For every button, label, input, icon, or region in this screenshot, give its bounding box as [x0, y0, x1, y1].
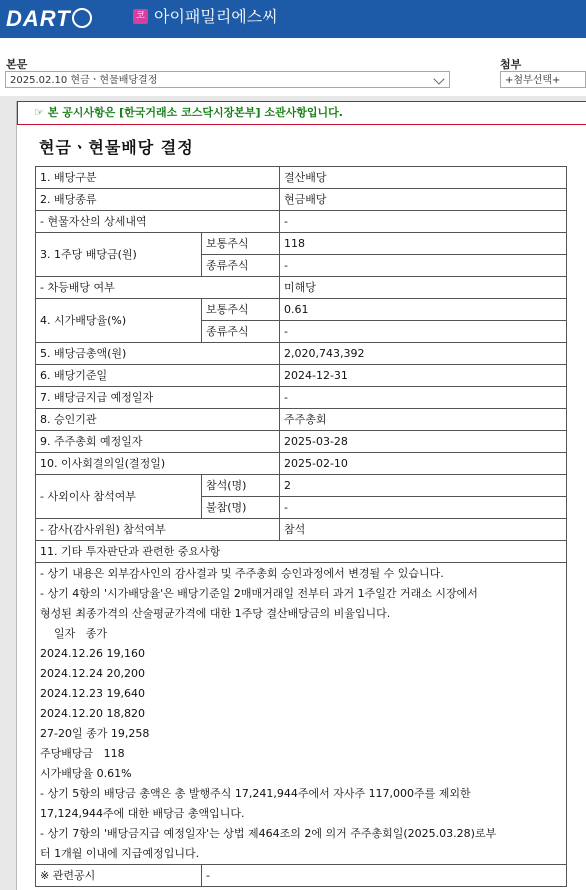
- row-value: 2025-03-28: [280, 431, 567, 453]
- table-row: [36, 541, 567, 563]
- row-label: 4. 시가배당율(%): [36, 299, 202, 343]
- table-row: [36, 299, 567, 321]
- table-row: [36, 865, 567, 887]
- page-title: 현금ㆍ현물배당 결정: [39, 138, 194, 157]
- logo-text: DART: [6, 6, 71, 31]
- table-row: [36, 453, 567, 475]
- note-line: 2024.12.24 20,200: [40, 667, 145, 680]
- attachment-select-value: +첨부선택+: [505, 75, 561, 86]
- dart-logo[interactable]: [6, 6, 92, 32]
- row-value: 2024-12-31: [280, 365, 567, 387]
- row-value: 미해당: [280, 277, 567, 299]
- note-line: 일자 종가: [40, 627, 107, 640]
- notes-cell: [36, 563, 567, 865]
- row-sublabel: 불참(명): [202, 497, 280, 519]
- row-value: -: [280, 211, 567, 233]
- row-label: 1. 배당구분: [36, 167, 280, 189]
- row-label: ※ 관련공시: [36, 865, 202, 887]
- row-value: 2025-02-10: [280, 453, 567, 475]
- row-label: 3. 1주당 배당금(원): [36, 233, 202, 277]
- note-line: 17,124,944주에 대한 배당금 총액입니다.: [40, 807, 245, 820]
- table-row: [36, 519, 567, 541]
- note-line: - 상기 5항의 배당금 총액은 총 발행주식 17,241,944주에서 자사주 117,000주를 제외한: [40, 787, 471, 800]
- row-sublabel: 보통주식: [202, 233, 280, 255]
- note-line: 시가배당율 0.61%: [40, 767, 132, 780]
- table-row: [36, 343, 567, 365]
- row-label: 7. 배당금지급 예정일자: [36, 387, 280, 409]
- table-row: [36, 189, 567, 211]
- logo-circle-icon: [72, 8, 92, 28]
- attachment-select[interactable]: [500, 71, 586, 88]
- row-value: 결산배당: [280, 167, 567, 189]
- table-row: [36, 277, 567, 299]
- row-value: 2,020,743,392: [280, 343, 567, 365]
- note-line: - 상기 내용은 외부감사인의 감사결과 및 주주총회 승인과정에서 변경될 수 있습니다.: [40, 567, 444, 580]
- table-row: [36, 211, 567, 233]
- row-label: - 차등배당 여부: [36, 277, 280, 299]
- row-value: -: [202, 865, 567, 887]
- table-row: [36, 233, 567, 255]
- table-row: [36, 431, 567, 453]
- row-value: -: [280, 497, 567, 519]
- dividend-table: [35, 166, 567, 887]
- row-label: 11. 기타 투자판단과 관련한 중요사항: [36, 541, 567, 563]
- row-value: 주주총회: [280, 409, 567, 431]
- note-line: 형성된 최종가격의 산술평균가격에 대한 1주당 결산배당금의 비율입니다.: [40, 607, 391, 620]
- note-line: - 상기 7항의 '배당금지급 예정일자'는 상법 제464조의 2에 의거 주주총회일(2025.03.28)로부: [40, 827, 497, 840]
- note-line: 2024.12.23 19,640: [40, 687, 145, 700]
- row-value: 참석: [280, 519, 567, 541]
- main-doc-select-value: 2025.02.10 현금ㆍ현물배당결정: [10, 75, 158, 86]
- attachment-label: 첨부: [500, 58, 522, 71]
- row-value: 118: [280, 233, 567, 255]
- document-toolbar: [0, 38, 586, 96]
- row-label: 8. 승인기관: [36, 409, 280, 431]
- row-value: -: [280, 387, 567, 409]
- row-label: - 사외이사 참석여부: [36, 475, 202, 519]
- row-label: 2. 배당종류: [36, 189, 280, 211]
- row-label: 10. 이사회결의일(결정일): [36, 453, 280, 475]
- row-value: -: [280, 255, 567, 277]
- note-line: - 상기 4항의 '시가배당율'은 배당기준일 2매매거래일 전부터 과거 1주일간 거래소 시장에서: [40, 587, 478, 600]
- row-sublabel: 종류주식: [202, 255, 280, 277]
- row-label: 6. 배당기준일: [36, 365, 280, 387]
- jurisdiction-notice: ☞ 본 공시사항은 [한국거래소 코스닥시장본부] 소관사항입니다.: [17, 101, 586, 125]
- main-doc-label: 본문: [6, 58, 28, 71]
- row-label: 9. 주주총회 예정일자: [36, 431, 280, 453]
- row-sublabel: 보통주식: [202, 299, 280, 321]
- company-name[interactable]: 아이패밀리에스씨: [154, 7, 278, 26]
- note-line: 2024.12.20 18,820: [40, 707, 145, 720]
- chevron-down-icon: [433, 73, 444, 84]
- company-type-badge: 코: [133, 9, 148, 24]
- row-value: 현금배당: [280, 189, 567, 211]
- table-row: [36, 563, 567, 865]
- row-sublabel: 종류주식: [202, 321, 280, 343]
- row-value: 0.61: [280, 299, 567, 321]
- document-viewer: [0, 96, 586, 890]
- table-row: [36, 409, 567, 431]
- row-value: -: [280, 321, 567, 343]
- main-doc-select[interactable]: [5, 71, 450, 88]
- row-label: 5. 배당금총액(원): [36, 343, 280, 365]
- note-line: 주당배당금 118: [40, 747, 125, 760]
- row-label: - 감사(감사위원) 참석여부: [36, 519, 280, 541]
- row-value: 2: [280, 475, 567, 497]
- note-line: 터 1개월 이내에 지급예정입니다.: [40, 847, 200, 860]
- table-row: [36, 167, 567, 189]
- note-line: 27-20일 종가 19,258: [40, 727, 150, 740]
- note-line: 2024.12.26 19,160: [40, 647, 145, 660]
- document-page: [16, 101, 586, 890]
- row-label: - 현물자산의 상세내역: [36, 211, 280, 233]
- table-row: [36, 365, 567, 387]
- table-row: [36, 475, 567, 497]
- table-row: [36, 387, 567, 409]
- row-sublabel: 참석(명): [202, 475, 280, 497]
- app-header: [0, 0, 586, 38]
